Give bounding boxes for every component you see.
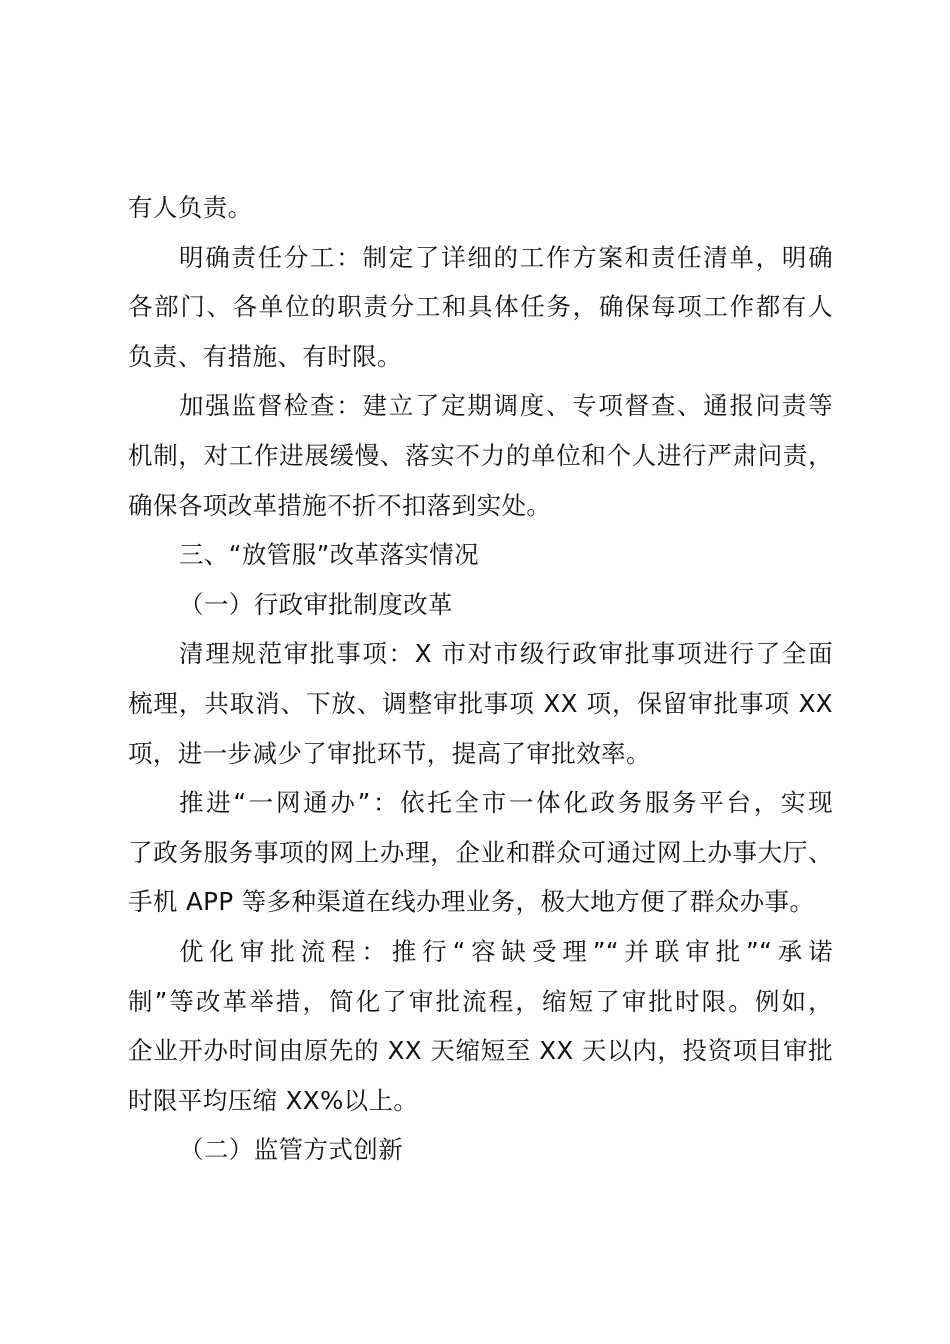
paragraph-line: 手机 APP 等多种渠道在线办理业务，极大地方便了群众办事。 [128, 887, 815, 917]
paragraph-line: 有人负责。 [128, 193, 253, 222]
paragraph-line: 推进“一网通办”：依托全市一体化政务服务平台，实现 [179, 788, 833, 818]
paragraph-line: 时限平均压缩 XX%以上。 [128, 1085, 419, 1115]
paragraph-line: 梳理，共取消、下放、调整审批事项 XX 项，保留审批事项 XX [128, 688, 833, 718]
paragraph-line: 项，进一步减少了审批环节，提高了审批效率。 [128, 738, 651, 768]
paragraph-line: 机制，对工作进展缓慢、落实不力的单位和个人进行严肃问责， [128, 440, 833, 470]
document-body [128, 183, 833, 1175]
paragraph-line: 明确责任分工：制定了详细的工作方案和责任清单，明确 [179, 242, 833, 272]
subsection-heading: （一）行政审批制度改革 [179, 589, 453, 619]
paragraph-line: 负责、有措施、有时限。 [128, 341, 402, 371]
paragraph-line: 各部门、各单位的职责分工和具体任务，确保每项工作都有人 [128, 292, 833, 322]
paragraph-line: 清理规范审批事项：X 市对市级行政审批事项进行了全面 [179, 639, 833, 669]
paragraph-line: 加强监督检查：建立了定期调度、专项督查、通报问责等 [179, 391, 833, 421]
paragraph-line: 企业开办时间由原先的 XX 天缩短至 XX 天以内，投资项目审批 [128, 1036, 833, 1066]
paragraph-line: 优化审批流程：推行“容缺受理”“并联审批”“承诺 [179, 936, 833, 966]
paragraph-line: 确保各项改革措施不折不扣落到实处。 [128, 490, 552, 520]
paragraph-line: 制”等改革举措，简化了审批流程，缩短了审批时限。例如， [128, 986, 833, 1016]
subsection-heading: （二）监管方式创新 [179, 1135, 404, 1165]
section-heading: 三、“放管服”改革落实情况 [179, 540, 480, 570]
paragraph-line: 了政务服务事项的网上办理，企业和群众可通过网上办事大厅、 [128, 837, 833, 867]
